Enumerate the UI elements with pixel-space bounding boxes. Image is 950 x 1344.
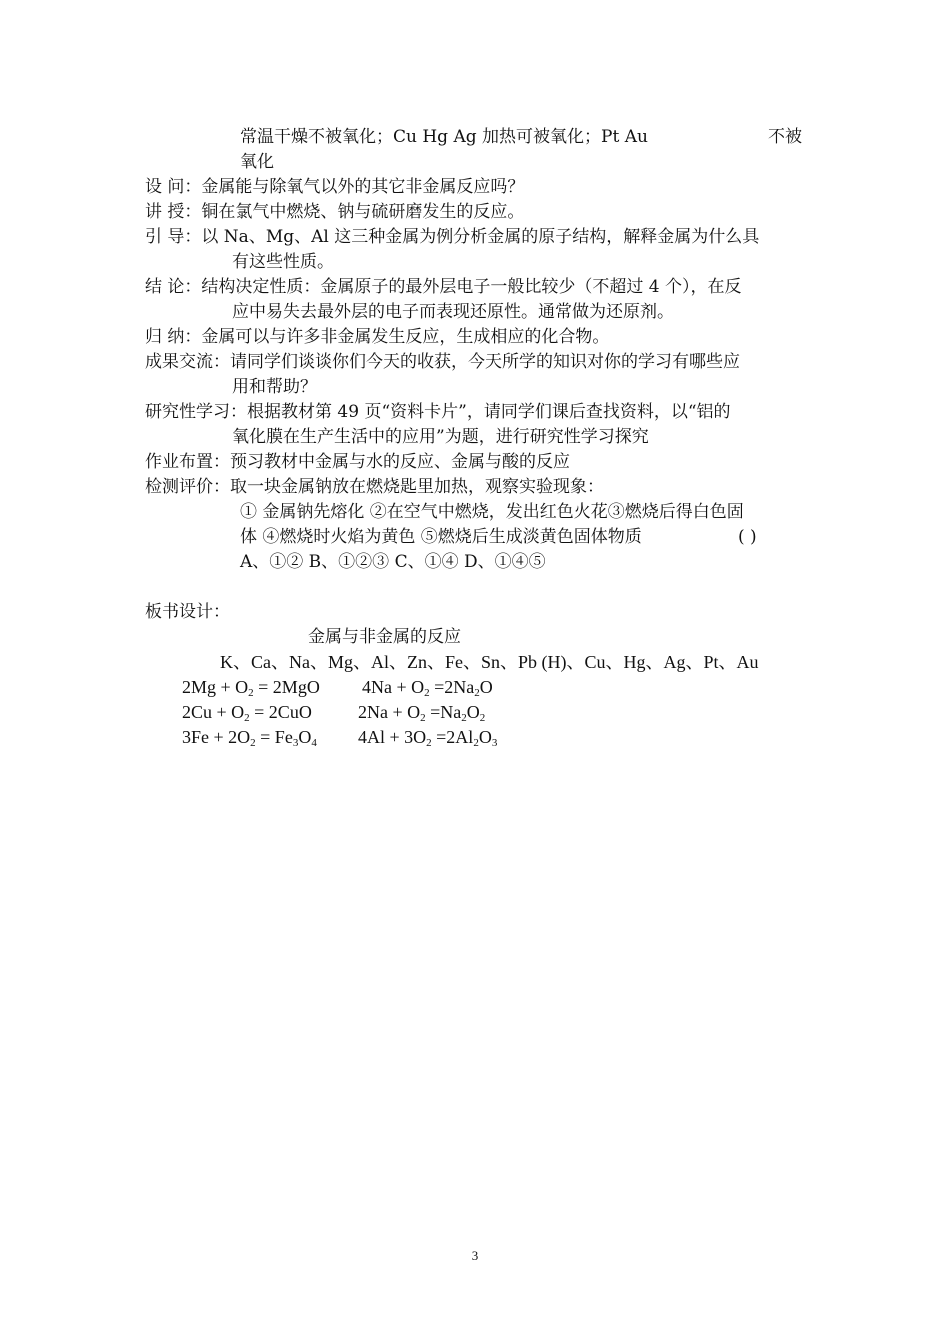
board-title: 金属与非金属的反应 bbox=[308, 627, 461, 647]
text-line: 应中易失去最外层的电子而表现还原性。通常做为还原剂。 bbox=[232, 302, 674, 322]
text-line: 检测评价：取一块金属钠放在燃烧匙里加热，观察实验现象： bbox=[145, 477, 604, 497]
text-line: 结 论：结构决定性质：金属原子的最外层电子一般比较少（不超过 4 个），在反 bbox=[145, 277, 742, 297]
text-line: 作业布置：预习教材中金属与水的反应、金属与酸的反应 bbox=[145, 452, 570, 472]
text-line-right: 不被 bbox=[768, 127, 802, 147]
text-line: 氧化 bbox=[240, 152, 274, 172]
text-line: 氧化膜在生产生活中的应用”为题，进行研究性学习探究 bbox=[232, 427, 649, 447]
text-line: 讲 授：铜在氯气中燃烧、钠与硫研磨发生的反应。 bbox=[145, 202, 525, 222]
equation: $2Mg + O_2 = 2MgO$ bbox=[182, 677, 320, 699]
text-line: ① 金属钠先熔化 ②在空气中燃烧，发出红色火花③燃烧后得白色固 bbox=[240, 502, 744, 522]
answer-bracket: ( ) bbox=[738, 527, 757, 547]
text-line: 成果交流：请同学们谈谈你们今天的收获，今天所学的知识对你的学习有哪些应 bbox=[145, 352, 740, 372]
equation: $2Na + O_2 =Na_2O_2$ bbox=[358, 702, 486, 724]
equation: $3Fe + 2O_2 = Fe_3O_4$ bbox=[182, 727, 317, 749]
text-line: 归 纳：金属可以与许多非金属发生反应，生成相应的化合物。 bbox=[145, 327, 610, 347]
options-line: A、①② B、①②③ C、①④ D、①④⑤ bbox=[240, 552, 546, 572]
activity-series: K、Ca、Na、Mg、Al、Zn、Fe、Sn、Pb (H)、Cu、Hg、Ag、Pt、Au bbox=[220, 652, 759, 672]
equation: $4Al + 3O_2 =2Al_2O_3$ bbox=[358, 727, 498, 749]
text-line: 引 导：以 Na、Mg、Al 这三种金属为例分析金属的原子结构，解释金属为什么具 bbox=[145, 227, 760, 247]
page-number: 3 bbox=[471, 1248, 479, 1263]
text-line: 体 ④燃烧时火焰为黄色 ⑤燃烧后生成淡黄色固体物质 bbox=[240, 527, 642, 547]
text-line: 研究性学习：根据教材第 49 页“资料卡片”，请同学们课后查找资料，以“铝的 bbox=[145, 402, 731, 422]
equation: $4Na + O_2 =2Na_2O$ bbox=[362, 677, 493, 699]
text-line: 设 问：金属能与除氧气以外的其它非金属反应吗？ bbox=[145, 177, 525, 197]
text-line: 有这些性质。 bbox=[232, 252, 334, 272]
text-line: 常温干燥不被氧化；Cu Hg Ag 加热可被氧化；Pt Au bbox=[240, 127, 648, 147]
text-line: 板书设计： bbox=[145, 602, 230, 622]
text-line: 用和帮助？ bbox=[232, 377, 317, 397]
equation: $2Cu + O_2 = 2CuO$ bbox=[182, 702, 312, 724]
